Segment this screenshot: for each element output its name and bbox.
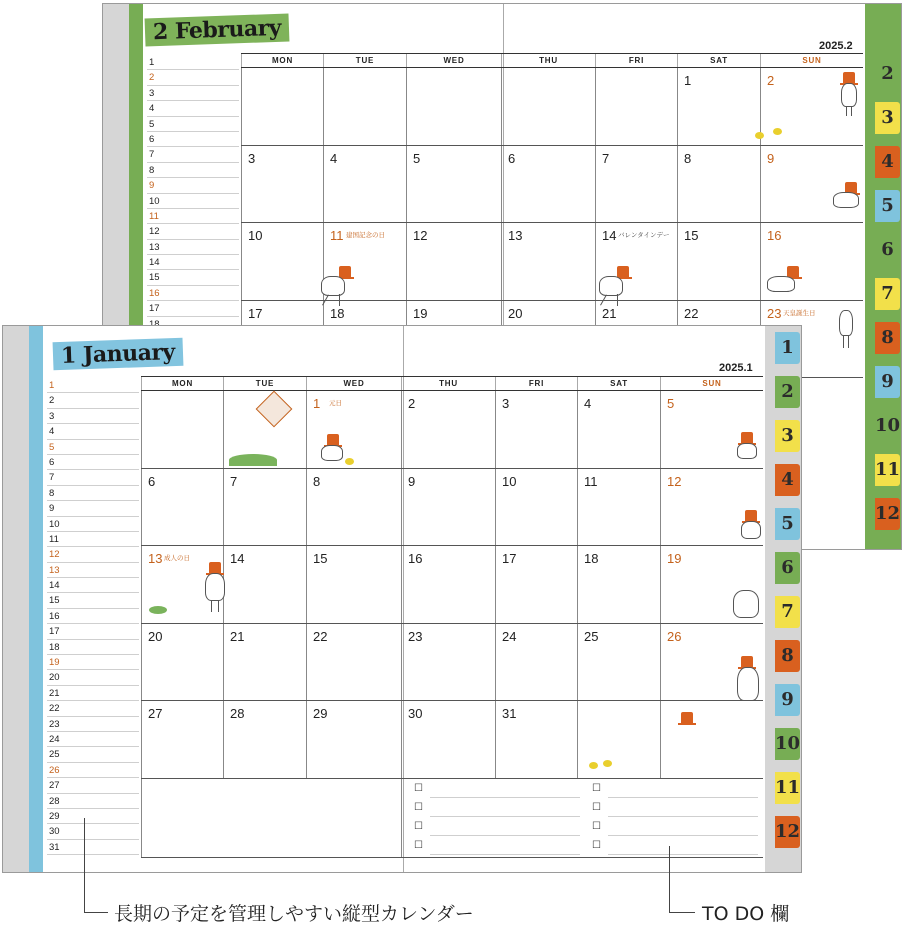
day-list-row: 2: [147, 70, 239, 85]
week-row: [141, 469, 763, 547]
day-number: 20: [508, 305, 523, 321]
day-number: 17: [502, 551, 517, 566]
day-number: 5: [413, 150, 421, 166]
weekday-header: SUN: [760, 54, 863, 67]
month-tab-3[interactable]: 3: [775, 420, 800, 452]
holiday-note: 成人の日: [164, 555, 190, 562]
day-cell[interactable]: [660, 701, 763, 778]
month-tab-5[interactable]: 5: [775, 508, 800, 540]
month-tab-2[interactable]: 2: [875, 58, 900, 90]
january-month-label: 1 January: [53, 338, 184, 371]
day-cell[interactable]: [677, 146, 760, 223]
month-tab-9[interactable]: 9: [775, 684, 800, 716]
day-list-row: 21: [47, 686, 139, 701]
day-number: 17: [248, 305, 263, 321]
day-number: 24: [502, 628, 517, 644]
day-list-row: 6: [47, 455, 139, 470]
day-cell[interactable]: [406, 223, 501, 300]
day-cell[interactable]: [677, 68, 760, 145]
day-cell[interactable]: [323, 146, 406, 223]
february-month-label: 2 February: [145, 13, 290, 46]
day-number: 7: [602, 150, 610, 166]
day-list-row: 10: [147, 194, 239, 209]
day-number: 21: [602, 305, 617, 321]
day-list-row: 18: [47, 640, 139, 655]
day-cell[interactable]: [141, 469, 223, 546]
day-list-row: 5: [47, 440, 139, 455]
pine-illustration: [149, 606, 167, 614]
weekday-header-row: [141, 377, 763, 391]
month-tab-4[interactable]: 4: [775, 464, 800, 496]
todo-checkbox[interactable]: ☐: [592, 840, 601, 851]
day-number: 27: [148, 706, 163, 721]
day-cell[interactable]: [141, 391, 223, 468]
todo-line: [430, 816, 580, 817]
day-cell[interactable]: [577, 469, 660, 546]
day-cell[interactable]: [495, 624, 577, 701]
chick-illustration: [603, 760, 612, 767]
day-cell[interactable]: [401, 469, 495, 546]
day-number: 30: [408, 706, 423, 721]
january-color-band: [29, 326, 43, 872]
day-cell[interactable]: [223, 469, 306, 546]
month-tab-6[interactable]: 6: [875, 234, 900, 266]
day-list-row: 14: [147, 255, 239, 270]
day-cell[interactable]: [595, 68, 677, 145]
day-number: 10: [502, 473, 517, 489]
month-tab-1[interactable]: 1: [775, 332, 800, 364]
day-list-row: 4: [147, 101, 239, 116]
day-number: 7: [230, 473, 238, 489]
day-cell[interactable]: [401, 624, 495, 701]
day-list-row: 14: [47, 578, 139, 593]
day-number: 26: [667, 628, 682, 644]
day-number: 29: [313, 706, 328, 721]
day-number: 28: [230, 706, 245, 721]
chick-illustration: [755, 132, 764, 139]
chick-illustration: [345, 458, 354, 465]
day-cell[interactable]: [223, 546, 306, 623]
february-month-index-tabs: [865, 4, 902, 549]
week-row: [241, 68, 863, 146]
todo-area: [401, 779, 763, 857]
day-list-row: 23: [47, 717, 139, 732]
day-list-row: 22: [47, 701, 139, 716]
day-list-row: 15: [147, 270, 239, 285]
day-cell[interactable]: [677, 223, 760, 300]
month-tab-10[interactable]: 10: [875, 410, 900, 442]
weekday-header: TUE: [323, 54, 406, 67]
day-cell[interactable]: [306, 624, 401, 701]
chick-illustration: [773, 128, 782, 135]
week-row: [241, 146, 863, 224]
january-calendar-page: [2, 325, 802, 873]
day-cell[interactable]: [595, 146, 677, 223]
day-number: 22: [684, 305, 699, 321]
todo-line: [430, 797, 580, 798]
todo-line: [608, 816, 758, 817]
day-list-row: 3: [147, 86, 239, 101]
weekday-header: SUN: [660, 377, 763, 390]
day-number: 13: [508, 228, 523, 243]
day-cell[interactable]: [241, 146, 323, 223]
day-number: 6: [148, 473, 156, 489]
day-cell[interactable]: [223, 624, 306, 701]
february-vertical-day-list: [147, 55, 239, 332]
day-list-row: 13: [47, 563, 139, 578]
day-number: 18: [330, 305, 345, 321]
day-cell[interactable]: [577, 546, 660, 623]
month-tab-8[interactable]: 8: [875, 322, 900, 354]
day-list-row: 7: [47, 470, 139, 485]
caption-leader-line: [84, 818, 85, 912]
weekday-header: TUE: [223, 377, 306, 390]
day-number: 15: [313, 551, 328, 566]
day-number: 16: [408, 551, 423, 566]
january-year-tag: 2025.1: [719, 362, 753, 374]
day-number: 19: [413, 305, 428, 321]
day-list-row: 27: [47, 778, 139, 793]
holiday-note: 元日: [329, 400, 342, 407]
day-list-row: 31: [47, 840, 139, 855]
month-tab-11[interactable]: 11: [875, 454, 900, 486]
day-number: 2: [767, 73, 775, 88]
month-tab-2[interactable]: 2: [775, 376, 800, 408]
day-list-row: 29: [47, 809, 139, 824]
day-list-row: 9: [147, 178, 239, 193]
todo-checkbox[interactable]: ☐: [414, 840, 423, 851]
weekday-header: MON: [141, 377, 223, 390]
day-list-row: 12: [47, 547, 139, 562]
day-number: 4: [330, 150, 338, 166]
month-tab-9[interactable]: 9: [875, 366, 900, 398]
day-list-row: 2: [47, 393, 139, 408]
month-tab-7[interactable]: 7: [875, 278, 900, 310]
weekday-header-row: [241, 54, 863, 68]
day-list-row: 16: [47, 609, 139, 624]
day-cell[interactable]: [141, 701, 223, 778]
day-number: 14: [230, 551, 245, 566]
weekday-header: SAT: [577, 377, 660, 390]
day-number: 14: [602, 228, 617, 243]
january-month-index-tabs: [765, 326, 802, 872]
day-cell[interactable]: [401, 546, 495, 623]
day-cell[interactable]: [323, 68, 406, 145]
day-number: 12: [667, 473, 682, 489]
day-list-row: 30: [47, 824, 139, 839]
day-list-row: 26: [47, 763, 139, 778]
day-list-row: 17: [147, 301, 239, 316]
todo-line: [430, 835, 580, 836]
day-cell[interactable]: [577, 391, 660, 468]
day-number: 8: [313, 473, 321, 489]
month-tab-3[interactable]: 3: [875, 102, 900, 134]
day-number: 9: [767, 150, 775, 166]
month-tab-12[interactable]: 12: [875, 498, 900, 530]
month-tab-10[interactable]: 10: [775, 728, 800, 760]
day-list-row: 13: [147, 240, 239, 255]
day-number: 2: [408, 396, 416, 411]
day-number: 20: [148, 628, 163, 644]
day-list-row: 8: [47, 486, 139, 501]
day-list-row: 16: [147, 286, 239, 301]
weekday-header: MON: [241, 54, 323, 67]
weekday-header: WED: [306, 377, 401, 390]
holiday-note: 建国記念の日: [346, 232, 385, 239]
day-list-row: 25: [47, 747, 139, 762]
month-tab-11[interactable]: 11: [775, 772, 800, 804]
day-number: 19: [667, 551, 682, 566]
day-list-row: 11: [147, 209, 239, 224]
day-list-row: 4: [47, 424, 139, 439]
todo-checkbox[interactable]: ☐: [592, 783, 601, 794]
day-cell[interactable]: [401, 391, 495, 468]
day-list-row: 15: [47, 593, 139, 608]
day-number: 13: [148, 551, 163, 566]
day-cell[interactable]: [241, 223, 323, 300]
weekday-header: THU: [501, 54, 595, 67]
day-number: 23: [408, 628, 423, 644]
weekday-header: THU: [401, 377, 495, 390]
vertical-calendar-caption: 長期の予定を管理しやすい縦型カレンダー: [114, 903, 474, 925]
todo-checkbox[interactable]: ☐: [414, 783, 423, 794]
holiday-note: 天皇誕生日: [783, 309, 816, 317]
day-list-row: 10: [47, 517, 139, 532]
january-month-grid: [141, 376, 763, 779]
day-cell[interactable]: [501, 146, 595, 223]
day-number: 12: [413, 228, 428, 243]
day-number: 22: [313, 628, 328, 644]
chick-illustration: [589, 762, 598, 769]
day-cell[interactable]: [306, 546, 401, 623]
day-cell[interactable]: [501, 223, 595, 300]
day-cell[interactable]: [577, 624, 660, 701]
day-number: 21: [230, 628, 245, 644]
day-list-row: 11: [47, 532, 139, 547]
day-number: 3: [502, 396, 510, 411]
day-number: 23: [767, 305, 782, 321]
february-year-tag: 2025.2: [819, 40, 853, 52]
day-number: 8: [684, 150, 692, 166]
caption-leader-line: [669, 912, 695, 913]
day-cell[interactable]: [495, 546, 577, 623]
day-number: 11: [584, 473, 598, 489]
day-cell[interactable]: [406, 68, 501, 145]
day-list-row: 5: [147, 117, 239, 132]
day-number: 5: [667, 396, 675, 411]
month-tab-6[interactable]: 6: [775, 552, 800, 584]
holiday-note: バレンタインデー: [618, 232, 670, 239]
month-tab-7[interactable]: 7: [775, 596, 800, 628]
day-cell[interactable]: [306, 701, 401, 778]
todo-line: [608, 854, 758, 855]
month-tab-12[interactable]: 12: [775, 816, 800, 848]
day-list-row: 28: [47, 794, 139, 809]
day-list-row: 19: [47, 655, 139, 670]
memo-area: [141, 779, 401, 857]
week-row: [141, 701, 763, 779]
day-cell[interactable]: [306, 469, 401, 546]
day-list-row: 24: [47, 732, 139, 747]
day-number: 6: [508, 150, 516, 166]
day-list-row: 20: [47, 670, 139, 685]
todo-line: [608, 835, 758, 836]
day-list-row: 9: [47, 501, 139, 516]
day-list-row: 7: [147, 147, 239, 162]
january-vertical-day-list: [47, 378, 139, 855]
day-list-row: 17: [47, 624, 139, 639]
day-number: 4: [584, 396, 592, 411]
month-tab-8[interactable]: 8: [775, 640, 800, 672]
month-tab-5[interactable]: 5: [875, 190, 900, 222]
day-number: 31: [502, 706, 517, 721]
binding-strip: [3, 326, 29, 872]
week-row: [141, 624, 763, 702]
weekday-header: FRI: [495, 377, 577, 390]
day-number: 1: [684, 73, 692, 88]
caption-leader-line: [84, 912, 108, 913]
day-number: 11: [330, 228, 344, 243]
day-cell[interactable]: [495, 469, 577, 546]
weekday-header: FRI: [595, 54, 677, 67]
day-number: 10: [248, 228, 263, 243]
day-cell[interactable]: [406, 146, 501, 223]
day-cell[interactable]: [495, 701, 577, 778]
todo-checkbox[interactable]: ☐: [592, 802, 601, 813]
day-cell[interactable]: [501, 68, 595, 145]
todo-checkbox[interactable]: ☐: [592, 821, 601, 832]
todo-line: [608, 797, 758, 798]
day-number: 9: [408, 473, 416, 489]
todo-checkbox[interactable]: ☐: [414, 821, 423, 832]
hill-illustration: [229, 454, 277, 466]
day-cell[interactable]: [141, 624, 223, 701]
weekday-header: WED: [406, 54, 501, 67]
day-cell[interactable]: [241, 68, 323, 145]
day-number: 25: [584, 628, 599, 644]
day-list-row: 6: [147, 132, 239, 147]
todo-caption: TO DO 欄: [702, 903, 790, 925]
day-number: 18: [584, 551, 599, 566]
weekday-header: SAT: [677, 54, 760, 67]
day-number: 1: [313, 396, 321, 411]
day-list-row: 1: [147, 55, 239, 70]
day-number: 16: [767, 228, 782, 243]
day-cell[interactable]: [223, 701, 306, 778]
day-cell[interactable]: [401, 701, 495, 778]
month-tab-4[interactable]: 4: [875, 146, 900, 178]
day-number: 3: [248, 150, 256, 166]
todo-line: [430, 854, 580, 855]
caption-leader-line: [669, 846, 670, 912]
day-list-row: 3: [47, 409, 139, 424]
week-row: [141, 546, 763, 624]
day-cell[interactable]: [495, 391, 577, 468]
day-list-row: 12: [147, 224, 239, 239]
day-list-row: 1: [47, 378, 139, 393]
todo-checkbox[interactable]: ☐: [414, 802, 423, 813]
day-list-row: 8: [147, 163, 239, 178]
day-number: 15: [684, 228, 699, 243]
